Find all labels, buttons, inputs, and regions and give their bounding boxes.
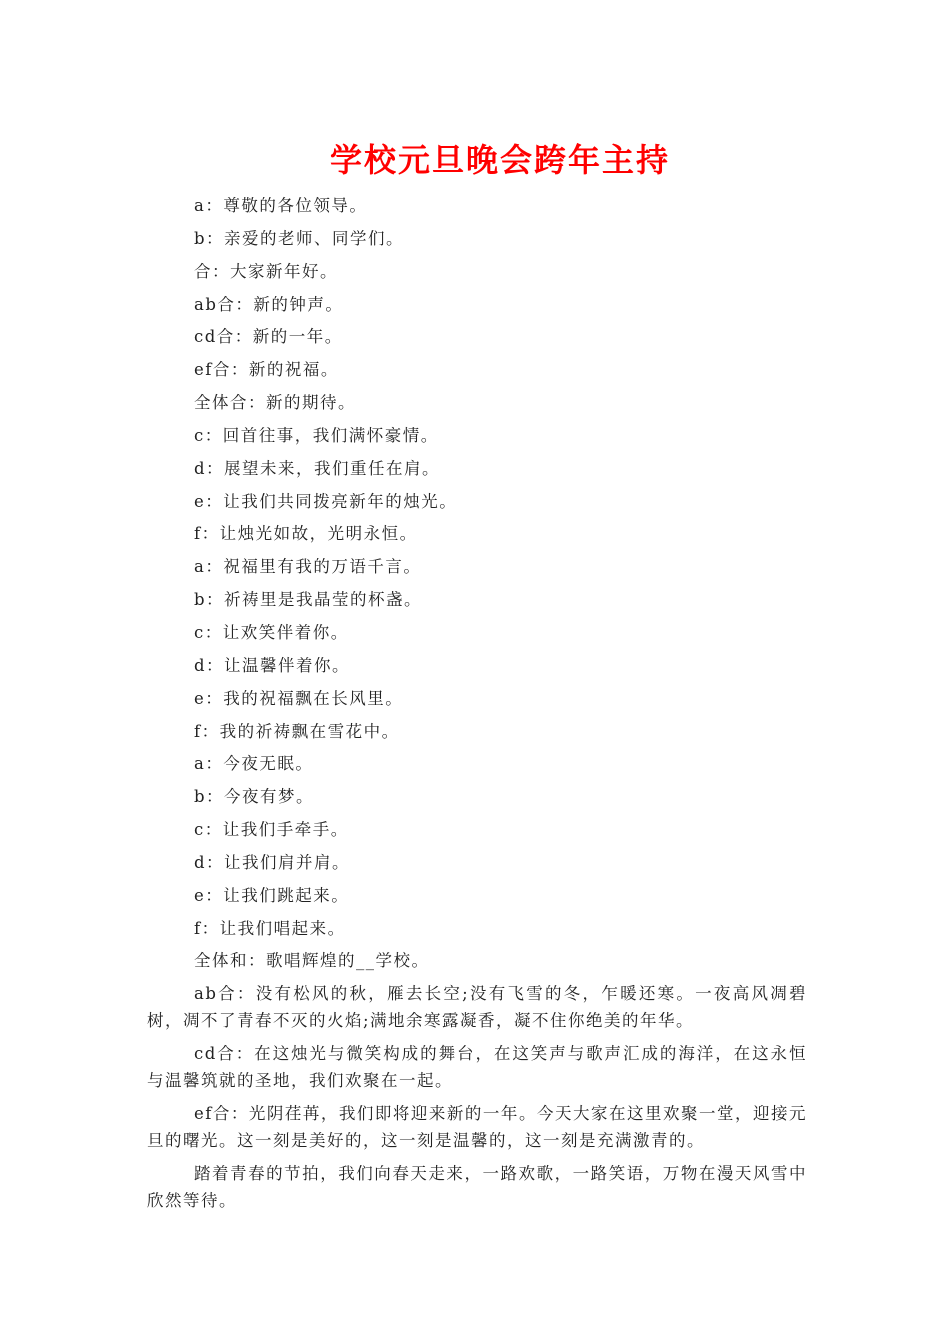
dialogue-line: b：亲爱的老师、同学们。 bbox=[194, 228, 405, 248]
dialogue-line: d：让温馨伴着你。 bbox=[194, 655, 351, 675]
dialogue-line: a：尊敬的各位领导。 bbox=[194, 196, 368, 215]
dialogue-line: e：我的祝福飘在长风里。 bbox=[194, 688, 404, 708]
dialogue-line: f：我的祈祷飘在雪花中。 bbox=[194, 721, 400, 741]
dialogue-line: d：展望未来，我们重任在肩。 bbox=[194, 458, 441, 478]
dialogue-line: b：今夜有梦。 bbox=[194, 787, 315, 807]
dialogue-line: c：让我们手牵手。 bbox=[194, 820, 349, 840]
dialogue-line: a：今夜无眠。 bbox=[194, 754, 314, 774]
dialogue-line: ef合：新的祝福。 bbox=[194, 360, 339, 380]
dialogue-line: c：回首往事，我们满怀豪情。 bbox=[194, 425, 439, 445]
dialogue-line: f：让我们唱起来。 bbox=[194, 918, 346, 938]
dialogue-line: cd合：新的一年。 bbox=[194, 327, 343, 347]
document-title: 学校元旦晚会跨年主持 bbox=[329, 141, 670, 179]
dialogue-line: e：让我们共同拨亮新年的烛光。 bbox=[194, 491, 458, 511]
paragraph: 踏着青春的节拍，我们向春天走来，一路欢歌，一路笑语，万物在漫天风雪中欣然等待。 bbox=[147, 1164, 807, 1210]
paragraph: ef合：光阴荏苒，我们即将迎来新的一年。今天大家在这里欢聚一堂，迎接元旦的曙光。这一刻是美好的，这一刻是温馨的，这一刻是充满激青的。 bbox=[147, 1104, 807, 1150]
body-paragraphs bbox=[147, 980, 807, 1220]
dialogue-line: b：祈祷里是我晶莹的杯盏。 bbox=[194, 590, 423, 610]
dialogue-line: d：让我们肩并肩。 bbox=[194, 852, 351, 872]
paragraph: cd合：在这烛光与微笑构成的舞台，在这笑声与歌声汇成的海洋，在这永恒与温馨筑就的圣地，我们欢聚在一起。 bbox=[147, 1044, 807, 1090]
dialogue-line: f：让烛光如故，光明永恒。 bbox=[194, 524, 418, 544]
dialogue-line: 全体合：新的期待。 bbox=[194, 393, 356, 413]
dialogue-line: 合：大家新年好。 bbox=[194, 261, 338, 281]
dialogue-line: 全体和：歌唱辉煌的__学校。 bbox=[194, 951, 430, 971]
dialogue-lines bbox=[194, 190, 834, 978]
dialogue-line: a：祝福里有我的万语千言。 bbox=[194, 557, 422, 577]
dialogue-line: ab合：新的钟声。 bbox=[194, 294, 344, 314]
dialogue-line: e：让我们跳起来。 bbox=[194, 885, 350, 905]
dialogue-line: c：让欢笑伴着你。 bbox=[194, 622, 349, 642]
paragraph: ab合：没有松风的秋，雁去长空;没有飞雪的冬，乍暖还寒。一夜高风凋碧树，凋不了青春不灭的火焰;满地余寒露凝香，凝不住你绝美的年华。 bbox=[147, 984, 807, 1030]
